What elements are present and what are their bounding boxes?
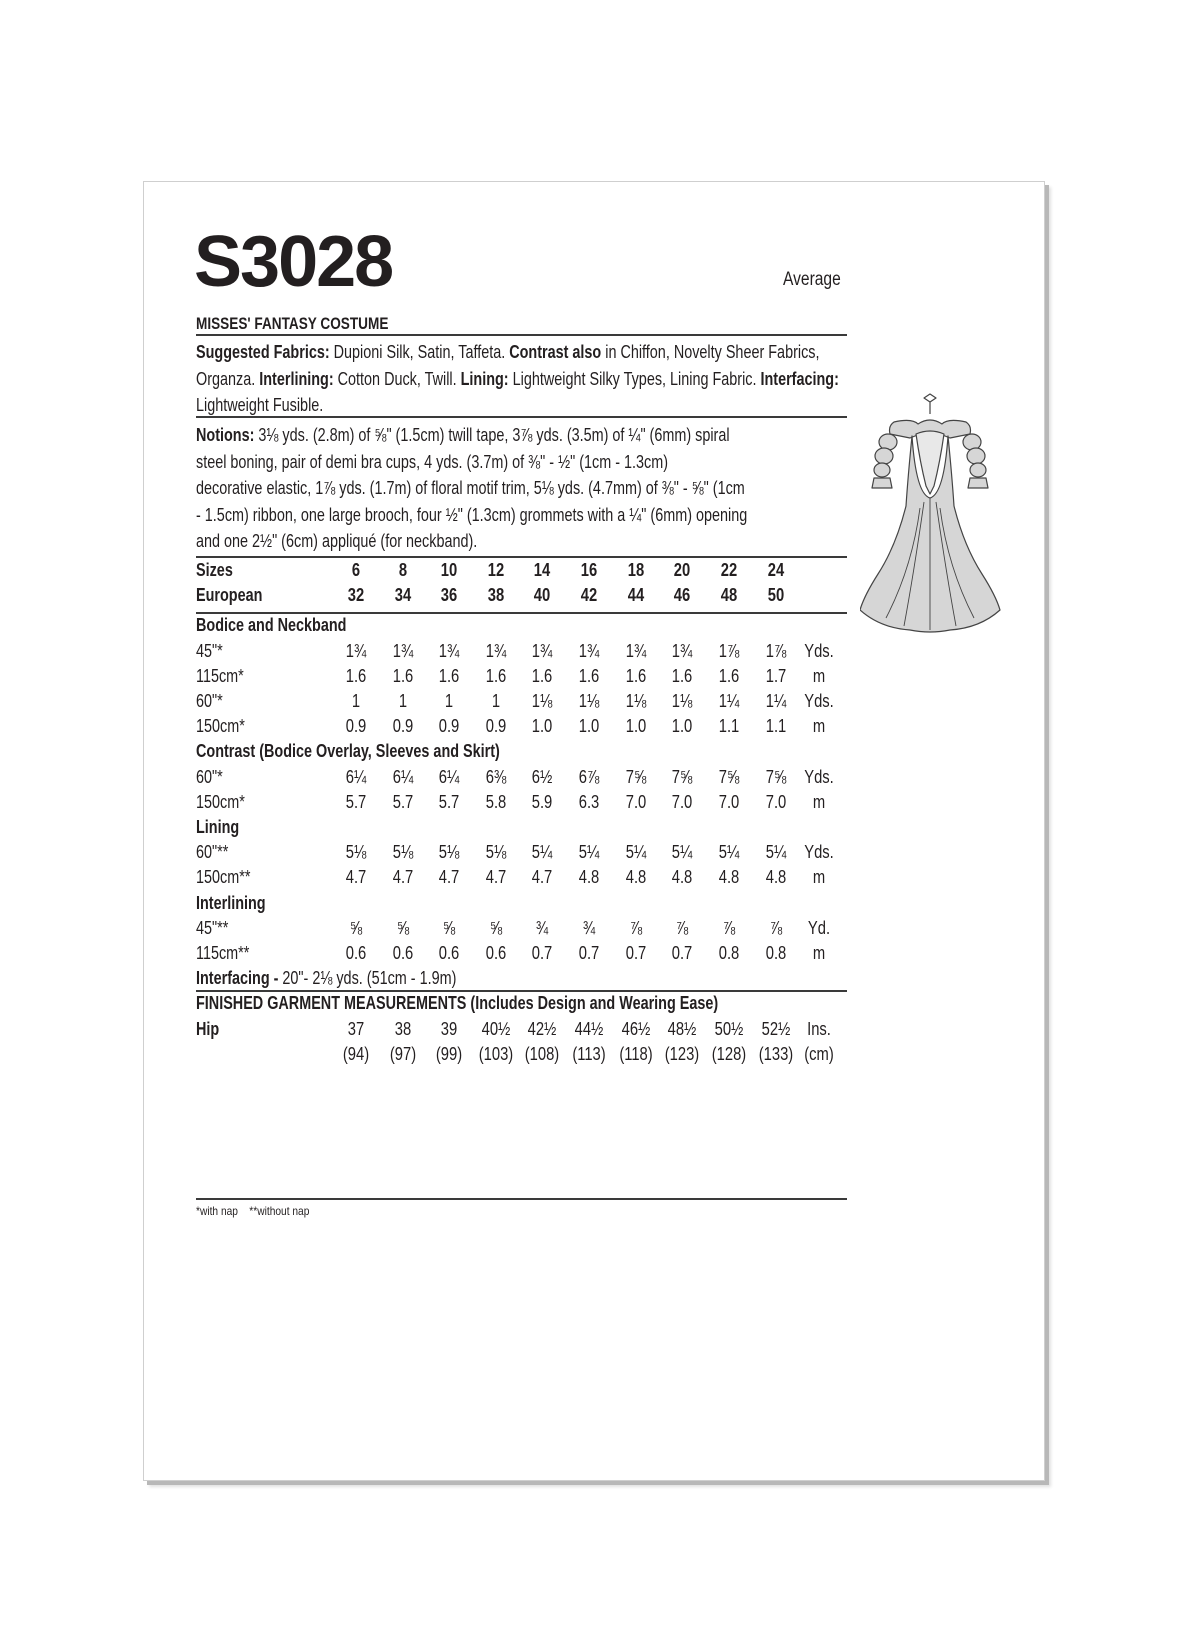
table-cell: 7.0: [718, 791, 740, 812]
table-cell: 7⅝: [718, 766, 740, 787]
table-cell: 18: [627, 560, 645, 580]
table-cell: 1¾: [345, 640, 367, 661]
table-cell: 1¾: [625, 640, 647, 661]
table-cell: 1.6: [485, 665, 507, 686]
table-cell: 0.6: [345, 943, 367, 963]
unit-label: m: [812, 943, 826, 963]
table-cell: 1.1: [765, 716, 787, 737]
table-cell: 42: [580, 585, 598, 606]
divider: [196, 990, 847, 992]
table-cell: 1⅞: [718, 640, 740, 661]
notions-line: - 1.5cm) ribbon, one large brooch, four ½" (1.3cm) grommets with a ¼" (6mm) opening: [196, 504, 748, 525]
table-cell: 48½: [667, 1018, 697, 1039]
table-cell: 4.8: [718, 867, 740, 888]
section-row: [196, 615, 856, 641]
sizes-row: [196, 560, 856, 586]
section-heading: Contrast (Bodice Overlay, Sleeves and Skirt): [196, 741, 500, 762]
table-cell: 4.8: [765, 867, 787, 888]
table-row: [196, 918, 856, 944]
table-cell: 42½: [527, 1018, 557, 1039]
table-cell: 1.0: [578, 716, 600, 737]
table-cell: ⅝: [489, 917, 503, 938]
table-cell: 1: [491, 691, 501, 711]
table-cell: 1¾: [671, 640, 693, 661]
table-cell: 22: [720, 560, 738, 580]
table-cell: 50: [767, 585, 785, 606]
table-cell: ⅞: [769, 917, 783, 938]
row-label: 150cm**: [196, 867, 251, 888]
unit-label: m: [812, 867, 826, 888]
table-cell: ⅝: [396, 917, 410, 938]
table-cell: (94): [342, 1043, 370, 1064]
notions-line: steel boning, pair of demi bra cups, 4 yds. (3.7m) of ⅜" - ½" (1cm - 1.3cm): [196, 451, 669, 472]
table-row: [196, 716, 856, 742]
lining-text: Lightweight Silky Types, Lining Fabric.: [508, 368, 761, 389]
row-label: 150cm*: [196, 791, 245, 812]
table-cell: 0.7: [578, 943, 600, 963]
table-cell: ⅞: [722, 917, 736, 938]
finished-measurements-heading: [196, 993, 856, 1019]
notions-line: and one 2½" (6cm) appliqué (for neckband).: [196, 531, 478, 551]
notions-label: Notions:: [196, 425, 255, 445]
table-cell: 52½: [761, 1018, 791, 1039]
interfacing-text: Lightweight Fusible.: [196, 395, 324, 415]
table-cell: 1.6: [531, 665, 553, 686]
table-cell: 0.9: [345, 716, 367, 737]
table-cell: 0.7: [671, 943, 693, 963]
contrast-label: Contrast also: [509, 342, 602, 362]
pattern-title: MISSES' FANTASY COSTUME: [196, 314, 389, 333]
table-cell: 7⅝: [765, 766, 787, 787]
table-cell: 0.6: [438, 943, 460, 963]
table-cell: 1⅛: [531, 691, 553, 711]
table-cell: 6½: [531, 766, 553, 787]
table-cell: 1: [398, 691, 408, 711]
interlining-label: Interlining:: [259, 368, 334, 389]
table-cell: 1.7: [765, 665, 787, 686]
table-cell: ¾: [582, 917, 596, 938]
table-cell: (113): [572, 1043, 606, 1064]
table-cell: 0.9: [392, 716, 414, 737]
row-label: European: [196, 585, 263, 606]
pattern-number: S3028: [194, 222, 393, 302]
table-cell: 5.7: [345, 791, 367, 812]
interfacing-row-text: 20"- 2⅛ yds. (51cm - 1.9m): [278, 968, 457, 989]
table-cell: 1¾: [392, 640, 414, 661]
table-cell: 1.6: [438, 665, 460, 686]
section-heading: Interlining: [196, 892, 266, 913]
section-heading: Bodice and Neckband: [196, 615, 347, 636]
table-cell: 1.0: [671, 716, 693, 737]
table-cell: 5¼: [578, 842, 600, 863]
table-cell: 1¼: [765, 691, 787, 711]
table-cell: ¾: [535, 917, 549, 938]
row-label: 60"**: [196, 842, 229, 863]
table-row: [196, 842, 856, 868]
row-label: 60"*: [196, 691, 223, 711]
table-cell: 1.6: [345, 665, 367, 686]
table-cell: 1: [444, 691, 454, 711]
table-header-divider: [196, 612, 847, 614]
unit-label: Yds.: [804, 691, 834, 711]
table-cell: 0.7: [531, 943, 553, 963]
suggested-fabrics-label: Suggested Fabrics:: [196, 342, 330, 362]
table-cell: 1¾: [438, 640, 460, 661]
table-cell: (99): [435, 1043, 463, 1064]
unit-label: Ins.: [807, 1018, 831, 1039]
table-cell: 24: [767, 560, 785, 580]
row-label: Sizes: [196, 560, 233, 580]
table-cell: 6⅜: [485, 766, 507, 787]
table-cell: 1¾: [578, 640, 600, 661]
table-cell: (128): [711, 1043, 747, 1064]
footnote-divider: [196, 1198, 847, 1200]
table-cell: 1.0: [625, 716, 647, 737]
lining-label: Lining:: [460, 368, 509, 389]
table-cell: 16: [580, 560, 598, 580]
table-row: [196, 792, 856, 818]
interlining-text: Cotton Duck, Twill.: [333, 368, 461, 389]
table-cell: 1.6: [718, 665, 740, 686]
table-cell: 4.8: [578, 867, 600, 888]
table-cell: (118): [619, 1043, 653, 1064]
table-cell: 1¾: [485, 640, 507, 661]
table-cell: 5.7: [392, 791, 414, 812]
notions-text: 3⅛ yds. (2.8m) of ⅝" (1.5cm) twill tape, 3⅞ yds. (3.5m) of ¼" (6mm) spiral: [254, 425, 730, 445]
contrast-text: in Chiffon, Novelty Sheer Fabrics, Organza.: [196, 342, 820, 389]
table-cell: 5.7: [438, 791, 460, 812]
table-cell: (133): [758, 1043, 794, 1064]
unit-label: m: [812, 665, 826, 686]
table-cell: 0.9: [438, 716, 460, 737]
table-cell: 1¾: [531, 640, 553, 661]
unit-label: Yds.: [804, 640, 834, 661]
divider: [196, 334, 847, 336]
table-cell: 5¼: [765, 842, 787, 863]
table-cell: 44: [627, 585, 645, 606]
table-cell: 4.7: [531, 867, 553, 888]
table-row: [196, 641, 856, 667]
table-cell: (123): [664, 1043, 700, 1064]
table-cell: 0.7: [625, 943, 647, 963]
table-cell: 4.7: [485, 867, 507, 888]
section-row: [196, 741, 856, 767]
gown-illustration-icon: [860, 382, 1040, 634]
table-cell: 5⅛: [392, 842, 414, 863]
table-cell: 7.0: [765, 791, 787, 812]
row-label: 45"**: [196, 917, 229, 938]
interfacing-label: Interfacing:: [760, 368, 839, 389]
table-cell: 5⅛: [485, 842, 507, 863]
table-row: [196, 767, 856, 793]
unit-label: m: [812, 791, 826, 812]
divider: [196, 416, 847, 418]
table-cell: 5⅛: [345, 842, 367, 863]
table-row: [196, 867, 856, 893]
table-cell: 12: [487, 560, 505, 580]
suggested-fabrics: [196, 339, 848, 419]
table-cell: 20: [673, 560, 691, 580]
table-row: [196, 666, 856, 692]
table-cell: 5¼: [625, 842, 647, 863]
notions-line: decorative elastic, 1⅞ yds. (1.7m) of floral motif trim, 5⅛ yds. (4.7mm) of ⅜" - ⅝" (1cm: [196, 478, 745, 498]
table-cell: 1.6: [625, 665, 647, 686]
hip-cm-row: [196, 1044, 856, 1070]
unit-label: (cm): [804, 1043, 834, 1064]
table-cell: 6: [351, 560, 361, 580]
table-cell: 1⅛: [578, 691, 600, 711]
row-label: 60"*: [196, 766, 223, 787]
unit-label: Yds.: [804, 842, 834, 863]
nap-footnote: *with nap **without nap: [196, 1204, 310, 1218]
table-cell: 1⅛: [671, 691, 693, 711]
table-cell: ⅝: [442, 917, 456, 938]
table-cell: 37: [347, 1018, 365, 1039]
section-row: [196, 817, 856, 843]
table-cell: 0.6: [485, 943, 507, 963]
section-row: [196, 893, 856, 919]
table-cell: (97): [389, 1043, 417, 1064]
notions-line: [196, 422, 848, 449]
table-cell: 48: [720, 585, 738, 606]
table-cell: 7⅝: [671, 766, 693, 787]
table-cell: 6⅞: [578, 766, 600, 787]
unit-label: m: [812, 716, 826, 737]
table-cell: 4.8: [671, 867, 693, 888]
table-cell: 14: [533, 560, 551, 580]
table-cell: 1⅞: [765, 640, 787, 661]
table-cell: 38: [394, 1018, 412, 1039]
european-sizes-row: [196, 585, 856, 611]
row-label: 115cm**: [196, 943, 250, 963]
table-cell: 1.6: [578, 665, 600, 686]
table-cell: 44½: [574, 1018, 604, 1039]
table-cell: 5¼: [671, 842, 693, 863]
table-cell: 32: [347, 585, 365, 606]
row-label: 115cm*: [196, 665, 244, 686]
table-cell: 7.0: [625, 791, 647, 812]
table-cell: ⅞: [675, 917, 689, 938]
table-cell: 0.8: [718, 943, 740, 963]
table-cell: 1⅛: [625, 691, 647, 711]
table-cell: ⅝: [349, 917, 363, 938]
table-cell: 4.7: [392, 867, 414, 888]
table-cell: 50½: [714, 1018, 744, 1039]
table-cell: 1.1: [718, 716, 740, 737]
table-cell: 0.8: [765, 943, 787, 963]
row-label: 150cm*: [196, 716, 245, 737]
notions: [196, 422, 848, 555]
table-cell: 36: [440, 585, 458, 606]
table-row: [196, 943, 856, 969]
table-cell: 34: [394, 585, 412, 606]
table-cell: (103): [478, 1043, 514, 1064]
table-cell: 0.6: [392, 943, 414, 963]
table-cell: 10: [440, 560, 458, 580]
table-cell: 5.9: [531, 791, 553, 812]
table-cell: 4.7: [438, 867, 460, 888]
table-cell: 6¼: [392, 766, 414, 787]
table-cell: 8: [398, 560, 408, 580]
unit-label: Yd.: [807, 917, 831, 938]
table-row: [196, 691, 856, 717]
table-cell: 4.7: [345, 867, 367, 888]
table-cell: 6.3: [578, 791, 600, 812]
table-cell: (108): [524, 1043, 560, 1064]
table-cell: 4.8: [625, 867, 647, 888]
table-cell: 38: [487, 585, 505, 606]
table-cell: 5.8: [485, 791, 507, 812]
table-cell: 46: [673, 585, 691, 606]
hip-inches-row: [196, 1019, 856, 1045]
table-cell: 46½: [621, 1018, 651, 1039]
row-label: Hip: [196, 1018, 220, 1039]
table-cell: 40½: [481, 1018, 511, 1039]
table-cell: 1: [351, 691, 361, 711]
table-cell: 5¼: [531, 842, 553, 863]
divider: [196, 556, 847, 558]
table-cell: 6¼: [345, 766, 367, 787]
table-cell: 7⅝: [625, 766, 647, 787]
table-cell: 0.9: [485, 716, 507, 737]
table-cell: 7.0: [671, 791, 693, 812]
table-cell: 1.6: [671, 665, 693, 686]
table-cell: 5⅛: [438, 842, 460, 863]
section-heading: Lining: [196, 817, 240, 837]
difficulty-level: Average: [783, 269, 841, 290]
row-label: 45"*: [196, 640, 223, 661]
suggested-fabrics-text: Dupioni Silk, Satin, Taffeta.: [329, 342, 510, 362]
table-cell: 5¼: [718, 842, 740, 863]
pattern-envelope-back: [143, 181, 1045, 1481]
table-cell: 40: [533, 585, 551, 606]
unit-label: Yds.: [804, 766, 834, 787]
interfacing-row-label: Interfacing -: [196, 968, 279, 989]
table-cell: 1.0: [531, 716, 553, 737]
table-cell: 6¼: [438, 766, 460, 787]
table-cell: 1¼: [718, 691, 740, 711]
table-cell: 39: [440, 1018, 458, 1039]
table-cell: ⅞: [629, 917, 643, 938]
section-heading: FINISHED GARMENT MEASUREMENTS (Includes Design and Wearing Ease): [196, 993, 719, 1014]
table-cell: 1.6: [392, 665, 414, 686]
